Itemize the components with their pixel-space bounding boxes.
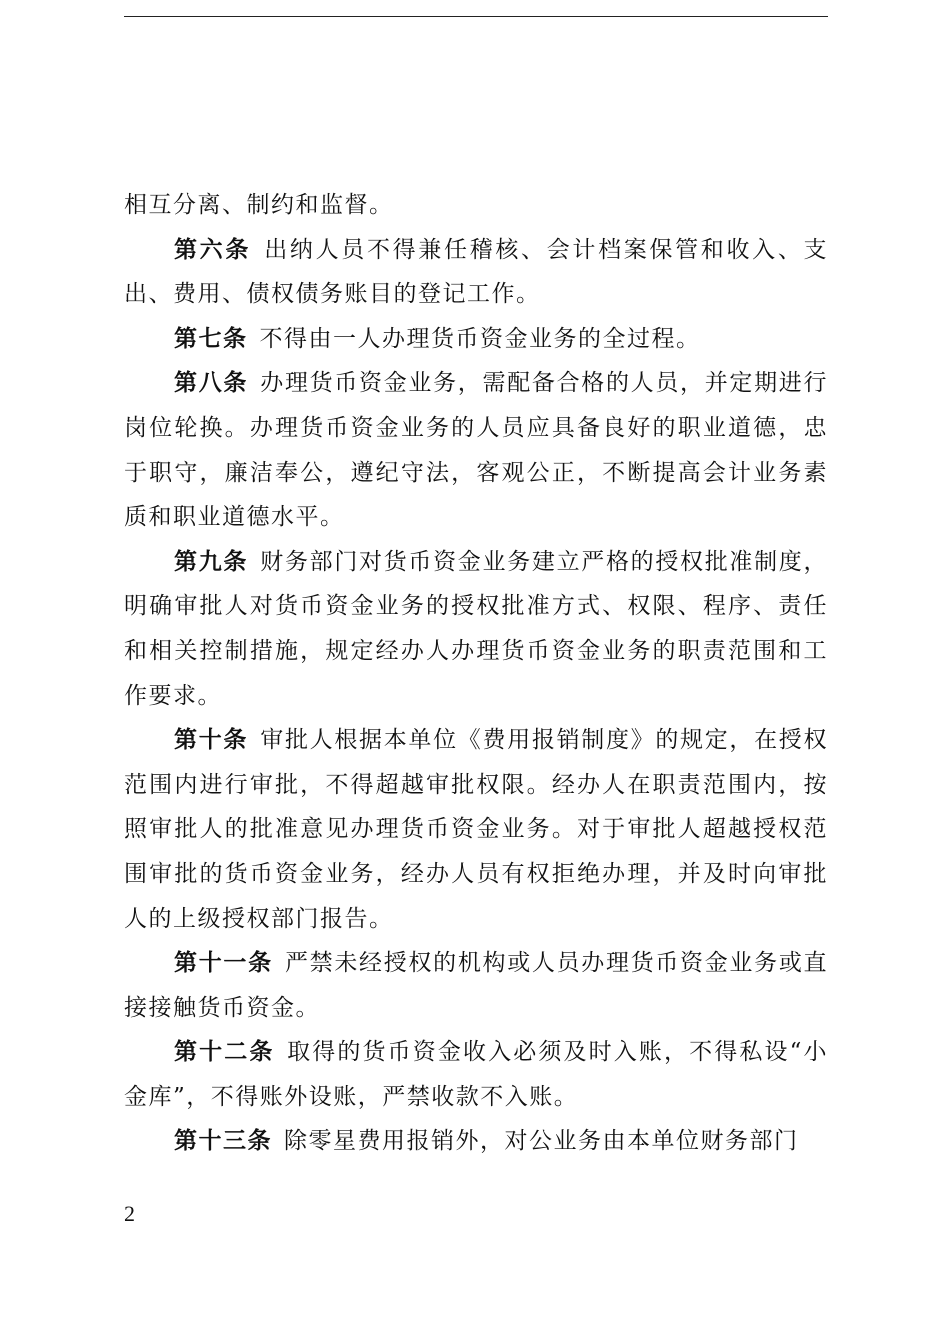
article-text: 办理货币资金业务，需配备合格的人员，并定期进行岗位轮换。办理货币资金业务的人员应具备良好的职业道德，忠于职守，廉洁奉公，遵纪守法，客观公正，不断提高会计业务素质和职业道德水平。 xyxy=(124,370,829,531)
article-heading: 第九条 xyxy=(174,547,249,575)
article-9 xyxy=(124,540,828,718)
paragraph-text: 相互分离、制约和监督。 xyxy=(124,192,394,218)
article-heading: 第六条 xyxy=(174,235,252,263)
article-11 xyxy=(124,941,828,1030)
article-heading: 第十二条 xyxy=(174,1038,275,1066)
article-text: 出纳人员不得兼任稽核、会计档案保管和收入、支出、费用、债权债务账目的登记工作。 xyxy=(124,236,829,308)
article-10 xyxy=(124,718,828,941)
article-heading: 第七条 xyxy=(174,324,248,352)
header-rule xyxy=(124,16,828,17)
article-heading: 第十三条 xyxy=(174,1127,272,1155)
article-text: 不得由一人办理货币资金业务的全过程。 xyxy=(259,325,701,352)
article-heading: 第十条 xyxy=(174,726,249,754)
article-6 xyxy=(124,228,828,317)
article-heading: 第十一条 xyxy=(174,949,273,977)
article-text: 除零星费用报销外，对公业务由本单位财务部门 xyxy=(284,1128,799,1155)
article-text: 审批人根据本单位《费用报销制度》的规定，在授权范围内进行审批，不得超越审批权限。经办人在职责范围内，按照审批人的批准意见办理货币资金业务。对于审批人超越授权范围审批的货币资金业务，经办人员有权拒绝办理，并及时向审批人的上级授权部门报告。 xyxy=(124,727,829,932)
article-12 xyxy=(124,1030,828,1119)
article-text: 财务部门对货币资金业务建立严格的授权批准制度，明确审批人对货币资金业务的授权批准方式、权限、程序、责任和相关控制措施，规定经办人办理货币资金业务的职责范围和工作要求。 xyxy=(124,548,829,709)
article-13 xyxy=(124,1119,828,1164)
article-7 xyxy=(124,317,828,362)
page-number: 2 xyxy=(124,1201,135,1226)
article-text: 严禁未经授权的机构或人员办理货币资金业务或直接接触货币资金。 xyxy=(124,950,829,1021)
article-8 xyxy=(124,361,828,539)
document-body xyxy=(124,183,828,1164)
article-heading: 第八条 xyxy=(174,369,249,397)
paragraph-continuation xyxy=(124,183,828,228)
article-text: 取得的货币资金收入必须及时入账，不得私设“小金库”，不得账外设账，严禁收款不入账。 xyxy=(124,1039,828,1110)
